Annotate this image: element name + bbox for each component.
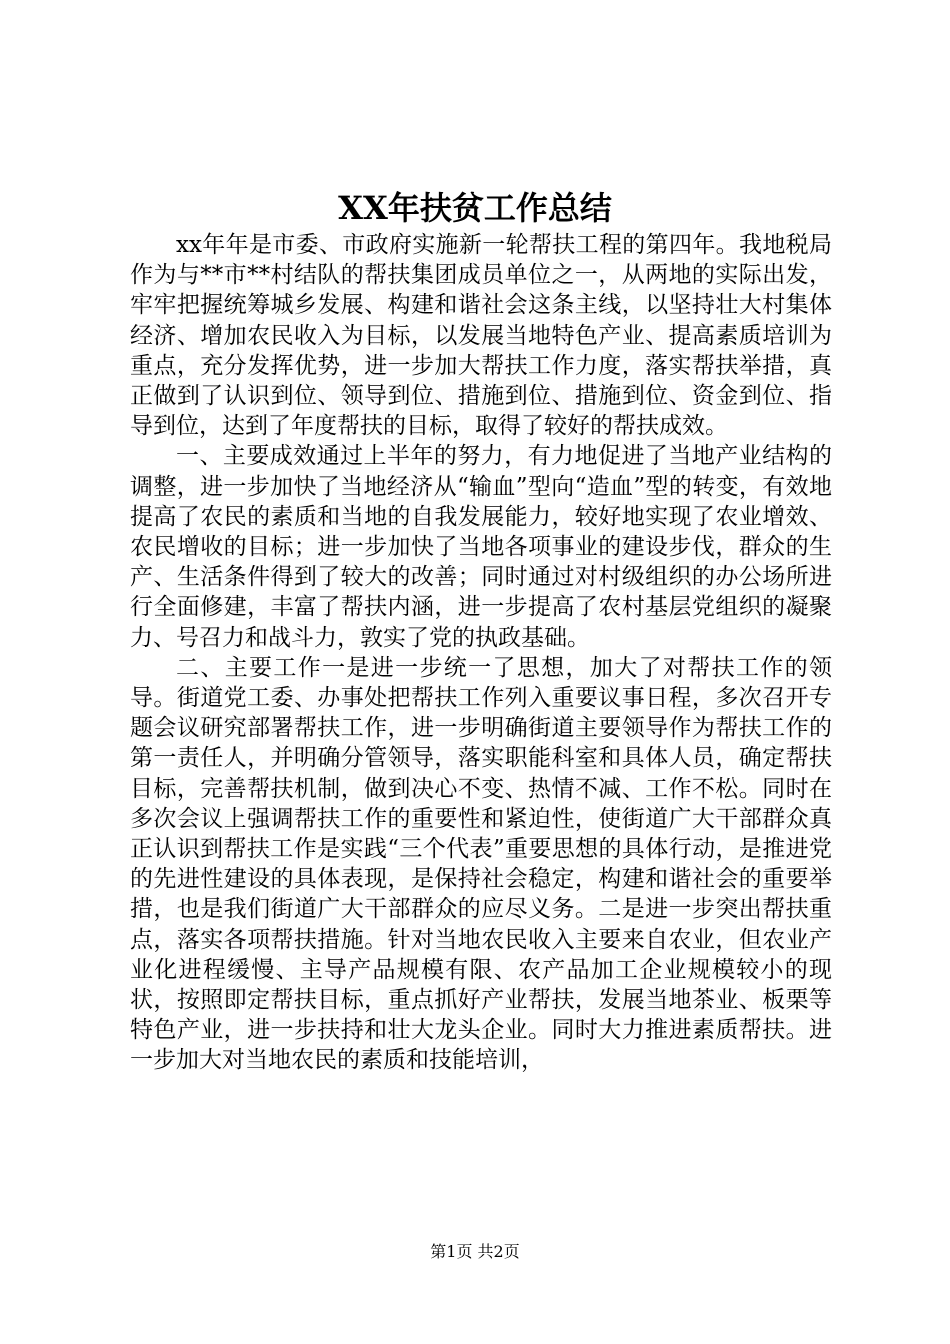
paragraph-main-work: 二、主要工作一是进一步统一了思想，加大了对帮扶工作的领导。街道党工委、办事处把帮扶工作列入重要议事日程，多次召开专题会议研究部署帮扶工作，进一步明确街道主要领导作为帮扶工作的第一责任人，并明确分管领导，落实职能科室和具体人员，确定帮扶目标，完善帮扶机制，做到决心不变、热情不减、工作不松。同时在多次会议上强调帮扶工作的重要性和紧迫性，使街道广大干部群众真正认识到帮扶工作是实践“三个代表”重要思想的具体行动，是推进党的先进性建设的具体表现，是保持社会稳定，构建和谐社会的重要举措，也是我们街道广大干部群众的应尽义务。二是进一步突出帮扶重点，落实各项帮扶措施。针对当地农民收入主要来自农业，但农业产业化进程缓慢、主导产品规模有限、农产品加工企业规模较小的现状，按照即定帮扶目标，重点抓好产业帮扶，发展当地茶业、板栗等特色产业，进一步扶持和壮大龙头企业。同时大力推进素质帮扶。进一步加大对当地农民的素质和技能培训， bbox=[130, 654, 832, 1074]
document-body bbox=[130, 230, 832, 1076]
paragraph-main-results: 一、主要成效通过上半年的努力，有力地促进了当地产业结构的调整，进一步加快了当地经济从“输血”型向“造血”型的转变，有效地提高了农民的素质和当地的自我发展能力，较好地实现了农业增效、农民增收的目标；进一步加快了当地各项事业的建设步伐，群众的生产、生活条件得到了较大的改善；同时通过对村级组织的办公场所进行全面修建，丰富了帮扶内涵，进一步提高了农村基层党组织的凝聚力、号召力和战斗力，敦实了党的执政基础。 bbox=[130, 443, 832, 651]
page-number-footer: 第1页 共2页 bbox=[430, 1242, 520, 1261]
document-title: XX年扶贫工作总结 bbox=[338, 189, 612, 227]
paragraph-intro: xx年年是市委、市政府实施新一轮帮扶工程的第四年。我地税局作为与**市**村结队的帮扶集团成员单位之一，从两地的实际出发，牢牢把握统筹城乡发展、构建和谐社会这条主线，以坚持壮大村集体经济、增加农民收入为目标，以发展当地特色产业、提高素质培训为重点，充分发挥优势，进一步加大帮扶工作力度，落实帮扶举措，真正做到了认识到位、领导到位、措施到位、措施到位、资金到位、指导到位，达到了年度帮扶的目标，取得了较好的帮扶成效。 bbox=[130, 232, 832, 440]
